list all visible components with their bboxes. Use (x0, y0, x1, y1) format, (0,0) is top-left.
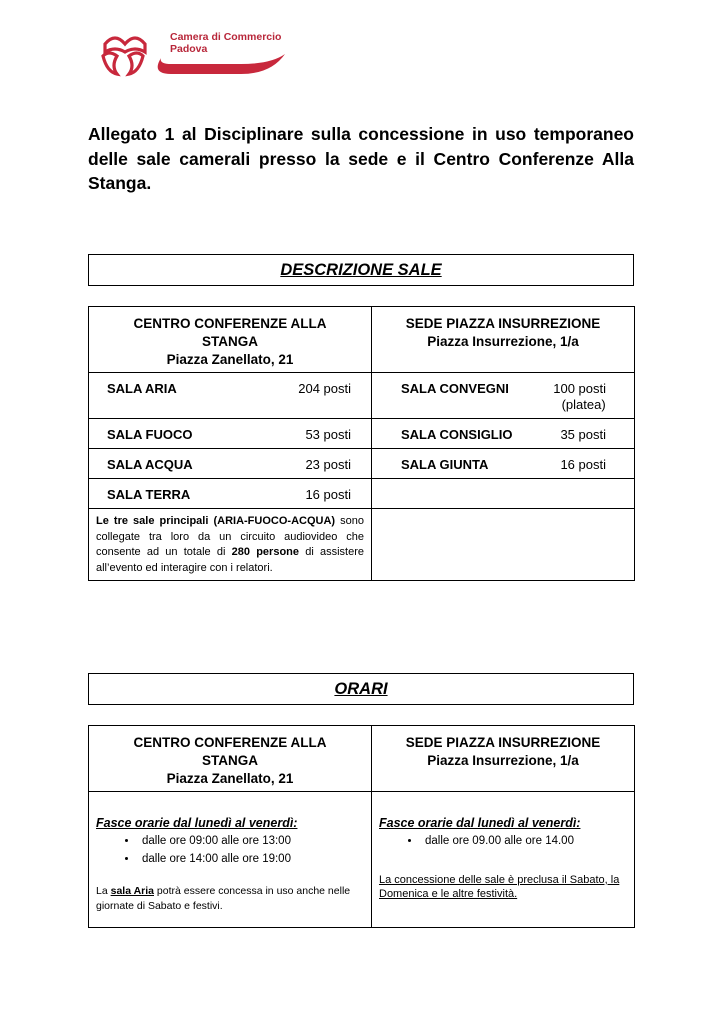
right-hours-list (379, 833, 628, 851)
right-hours-note: La concessione delle sale è preclusa il Sabato, la Domenica e le altre festività. (379, 873, 620, 900)
room-row: SALA CONVEGNI 100 posti (platea) (372, 373, 635, 419)
room-row: SALA ARIA 204 posti (89, 373, 372, 419)
list-item: • dalle ore 14:00 alle ore 19:00 (138, 851, 365, 869)
rooms-table (88, 306, 635, 581)
list-item: • dalle ore 09.00 alle ore 14.00 (421, 833, 628, 851)
section-heading-descrizione: DESCRIZIONE SALE (88, 254, 634, 286)
room-row: SALA FUOCO 53 posti (89, 419, 372, 449)
hours-table (88, 725, 635, 928)
left-venue-header: CENTRO CONFERENZE ALLA STANGA Piazza Zanellato, 21 (89, 307, 372, 373)
audio-video-note: Le tre sale principali (ARIA-FUOCO-ACQUA) sono collegate tra loro da un circuito audiovideo che consente ad un totale di 280 persone di assistere all’evento ed interagire con i relatori. (89, 509, 372, 581)
org-name (170, 31, 281, 55)
document-title: Allegato 1 al Disciplinare sulla concessione in uso temporaneo delle sale camerali presso la sede e il Centro Conferenze Alla Stanga. (88, 124, 634, 193)
org-name-line2: Padova (170, 43, 208, 55)
section-heading-orari: ORARI (88, 673, 634, 705)
left-hours-note: La sala Aria potrà essere concessa in uso anche nelle giornate di Sabato e festivi. (96, 885, 351, 912)
empty-cell (372, 479, 635, 509)
right-hours-cell (372, 792, 635, 928)
left-venue-header: CENTRO CONFERENZE ALLA STANGA Piazza Zanellato, 21 (89, 726, 372, 792)
right-venue-header: SEDE PIAZZA INSURREZIONE Piazza Insurrezione, 1/a (372, 726, 635, 792)
left-hours-list (96, 833, 365, 868)
room-row: SALA TERRA 16 posti (89, 479, 372, 509)
right-hours-heading: Fasce orarie dal lunedì al venerdì: (379, 816, 581, 830)
org-name-line1: Camera di Commercio (170, 31, 282, 43)
room-row: SALA CONSIGLIO 35 posti (372, 419, 635, 449)
list-item: • dalle ore 09:00 alle ore 13:00 (138, 833, 365, 851)
room-row: SALA ACQUA 23 posti (89, 449, 372, 479)
right-venue-header: SEDE PIAZZA INSURREZIONE Piazza Insurrezione, 1/a (372, 307, 635, 373)
left-hours-heading: Fasce orarie dal lunedì al venerdì: (96, 816, 298, 830)
empty-cell (372, 509, 635, 581)
room-row: SALA GIUNTA 16 posti (372, 449, 635, 479)
left-hours-cell (89, 792, 372, 928)
